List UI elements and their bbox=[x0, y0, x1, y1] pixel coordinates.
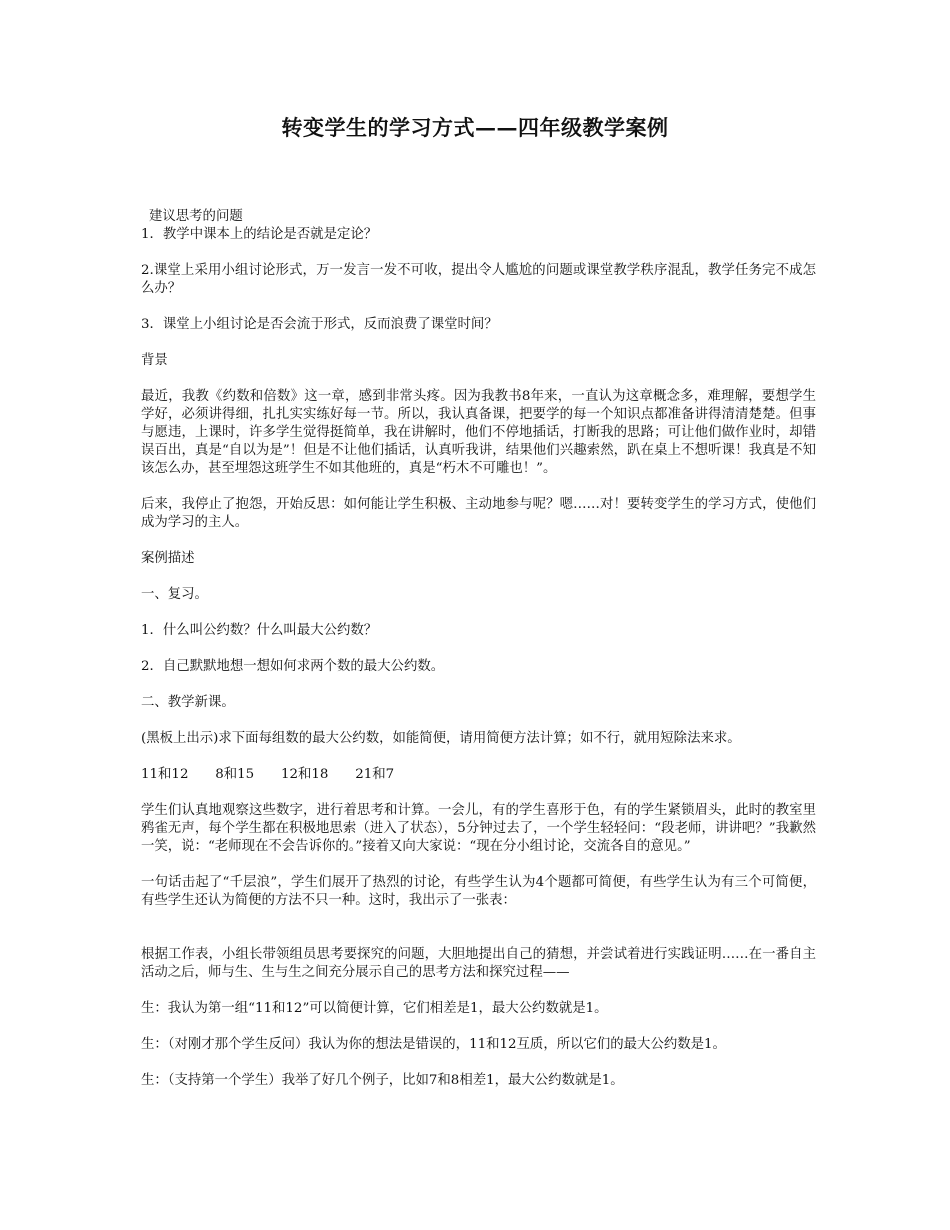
background-paragraph: 最近，我教《约数和倍数》这一章，感到非常头疼。因为我教书8年来，一直认为这章概念多，难理解，要想学生学好，必须讲得细，扎扎实实练好每一节。所以，我认真备课，把要学的每一个知识点都准备讲得清清楚楚。但事与愿违，上课时，许多学生觉得挺简单，我在讲解时，他们不停地插话，打断我的思路；可让他们做作业时，却错误百出，真是“自以为是”！但是不让他们插话，认真听我讲，结果他们兴趣索然，趴在桌上不想听课！我真是不知该怎么办，甚至埋怨这班学生不如其他班的，真是“朽木不可雕也！”。 bbox=[141, 389, 816, 476]
review-item: 1．什么叫公约数？什么叫最大公约数？ bbox=[141, 623, 378, 638]
student-remark: 生：（支持第一个学生）我举了好几个例子，比如7和8相差1，最大公约数就是1。 bbox=[141, 1073, 624, 1088]
question-item: 2.课堂上采用小组讨论形式，万一发言一发不可收，提出令人尴尬的问题或课堂教学秩序混乱，教学任务完不成怎么办？ bbox=[141, 263, 816, 296]
background-paragraph: 后来，我停止了抱怨，开始反思：如何能让学生积极、主动地参与呢？嗯……对！要转变学生的学习方式，使他们成为学习的主人。 bbox=[141, 497, 816, 530]
question-item: 1．教学中课本上的结论是否就是定论？ bbox=[141, 227, 378, 242]
document-title: 转变学生的学习方式——四年级教学案例 bbox=[281, 115, 669, 140]
number-pairs: 11和12 8和15 12和18 21和7 bbox=[141, 767, 395, 782]
review-item: 2．自己默默地想一想如何求两个数的最大公约数。 bbox=[141, 659, 445, 674]
student-remark: 生：我认为第一组“11和12”可以简便计算，它们相差是1，最大公约数就是1。 bbox=[141, 1001, 608, 1016]
student-remark: 生：（对刚才那个学生反问）我认为你的想法是错误的，11和12互质，所以它们的最大公约数是1。 bbox=[141, 1037, 726, 1052]
lesson-paragraph: 一句话击起了“千层浪”，学生们展开了热烈的讨论，有些学生认为4个题都可简便，有些学生认为有三个可简便，有些学生还认为简便的方法不只一种。这时，我出示了一张表： bbox=[141, 875, 816, 908]
document-body bbox=[141, 208, 816, 1108]
case-heading: 案例描述 bbox=[141, 551, 195, 566]
review-heading: 一、复习。 bbox=[141, 587, 208, 602]
background-heading: 背景 bbox=[141, 353, 168, 368]
lesson-paragraph: 根据工作表，小组长带领组员思考要探究的问题，大胆地提出自己的猜想，并尝试着进行实践证明……在一番自主活动之后，师与生、生与生之间充分展示自己的思考方法和探究过程—— bbox=[141, 947, 816, 980]
lesson-paragraph: 学生们认真地观察这些数字，进行着思考和计算。一会儿，有的学生喜形于色，有的学生紧锁眉头，此时的教室里鸦雀无声，每个学生都在积极地思索（进入了状态），5分钟过去了，一个学生轻轻问：“段老师，讲讲吧？”我歉然一笑，说：“老师现在不会告诉你的。”接着又向大家说：“现在分小组讨论，交流各自的意见。” bbox=[141, 803, 816, 854]
new-lesson-heading: 二、教学新课。 bbox=[141, 695, 235, 710]
questions-heading: 建议思考的问题 bbox=[149, 209, 243, 224]
lesson-paragraph: (黑板上出示)求下面每组数的最大公约数，如能简便，请用简便方法计算；如不行，就用短除法来求。 bbox=[141, 731, 741, 746]
question-item: 3．课堂上小组讨论是否会流于形式，反而浪费了课堂时间？ bbox=[141, 317, 498, 332]
